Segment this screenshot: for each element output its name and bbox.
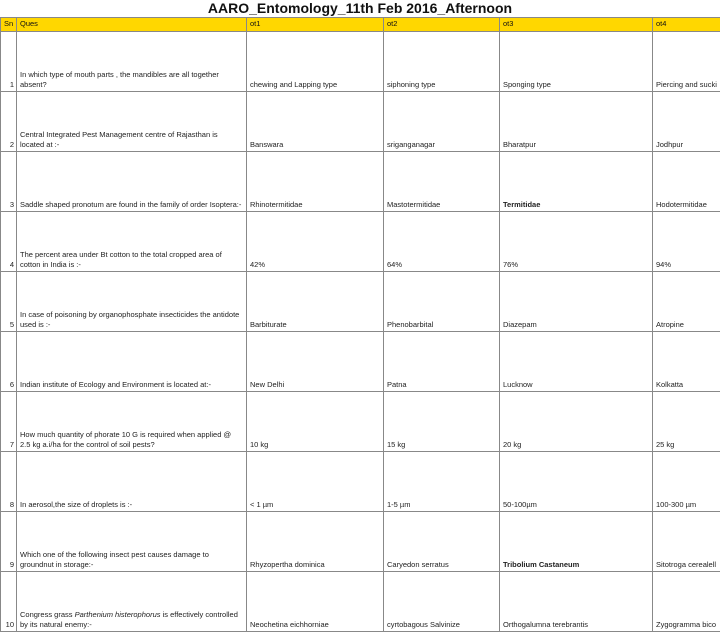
cell-sn: 8 <box>1 452 17 512</box>
table-row <box>1 272 720 332</box>
cell-option-2: cyrtobagous Salvinize <box>384 572 500 632</box>
table-row <box>1 332 720 392</box>
table-row <box>1 32 720 92</box>
cell-option-3: 50-100µm <box>500 452 653 512</box>
cell-option-3: 76% <box>500 212 653 272</box>
cell-sn: 1 <box>1 32 17 92</box>
table-row <box>1 512 720 572</box>
cell-option-2: Patna <box>384 332 500 392</box>
cell-option-4: Kolkatta <box>653 332 720 392</box>
cell-question: Which one of the following insect pest causes damage to groundnut in storage:- <box>17 512 247 572</box>
cell-option-4: Atropine <box>653 272 720 332</box>
cell-sn: 6 <box>1 332 17 392</box>
cell-option-4: 100-300 µm <box>653 452 720 512</box>
header-ot1: ot1 <box>247 18 384 32</box>
cell-option-1: Rhinotermitidae <box>247 152 384 212</box>
cell-option-4: Zygogramma bico <box>653 572 720 632</box>
cell-option-2: Mastotermitidae <box>384 152 500 212</box>
cell-option-2: Phenobarbital <box>384 272 500 332</box>
cell-option-2: sriganganagar <box>384 92 500 152</box>
cell-question: How much quantity of phorate 10 G is required when applied @ 2.5 kg a.i/ha for the control of soil pests? <box>17 392 247 452</box>
cell-option-2: Caryedon serratus <box>384 512 500 572</box>
cell-option-1: Rhyzopertha dominica <box>247 512 384 572</box>
cell-option-4: Hodotermitidae <box>653 152 720 212</box>
cell-question: In aerosol,the size of droplets is :- <box>17 452 247 512</box>
cell-option-3: Termitidae <box>500 152 653 212</box>
table-row <box>1 212 720 272</box>
cell-sn: 3 <box>1 152 17 212</box>
cell-option-3: Tribolium Castaneum <box>500 512 653 572</box>
table-row <box>1 152 720 212</box>
cell-option-1: Barbiturate <box>247 272 384 332</box>
cell-option-1: New Delhi <box>247 332 384 392</box>
table-row <box>1 92 720 152</box>
cell-question: In which type of mouth parts , the mandibles are all together absent? <box>17 32 247 92</box>
cell-option-1: 42% <box>247 212 384 272</box>
table-row <box>1 392 720 452</box>
cell-question: Indian institute of Ecology and Environment is located at:- <box>17 332 247 392</box>
cell-option-4: 94% <box>653 212 720 272</box>
table-row <box>1 572 720 632</box>
cell-sn: 7 <box>1 392 17 452</box>
cell-option-4: 25 kg <box>653 392 720 452</box>
cell-option-3: Bharatpur <box>500 92 653 152</box>
header-sn: Sn <box>1 18 17 32</box>
header-ot4: ot4 <box>653 18 720 32</box>
cell-sn: 10 <box>1 572 17 632</box>
cell-option-2: siphoning type <box>384 32 500 92</box>
cell-sn: 5 <box>1 272 17 332</box>
question-text: Congress grass <box>20 610 75 619</box>
cell-sn: 2 <box>1 92 17 152</box>
cell-option-3: Lucknow <box>500 332 653 392</box>
cell-question: In case of poisoning by organophosphate insecticides the antidote used is :- <box>17 272 247 332</box>
cell-option-1: chewing and Lapping type <box>247 32 384 92</box>
table-header-row <box>1 18 720 32</box>
cell-option-1: Neochetina eichhorniae <box>247 572 384 632</box>
cell-option-1: < 1 µm <box>247 452 384 512</box>
cell-question: The percent area under Bt cotton to the total cropped area of cotton in India is :- <box>17 212 247 272</box>
cell-option-2: 1-5 µm <box>384 452 500 512</box>
cell-option-3: Diazepam <box>500 272 653 332</box>
cell-option-2: 15 kg <box>384 392 500 452</box>
cell-question <box>17 572 247 632</box>
header-ot2: ot2 <box>384 18 500 32</box>
question-text: is effectively controlled by its natural enemy:- <box>20 610 238 629</box>
cell-option-4: Piercing and sucki <box>653 32 720 92</box>
header-ques: Ques <box>17 18 247 32</box>
cell-question: Saddle shaped pronotum are found in the family of order Isoptera:- <box>17 152 247 212</box>
cell-option-3: Orthogalumna terebrantis <box>500 572 653 632</box>
cell-option-3: Sponging type <box>500 32 653 92</box>
cell-sn: 4 <box>1 212 17 272</box>
document-title: AARO_Entomology_11th Feb 2016_Afternoon <box>207 0 513 16</box>
question-species-name: Parthenium histerophorus <box>74 610 161 619</box>
cell-option-4: Sitotroga cerealell <box>653 512 720 572</box>
question-table <box>0 17 720 640</box>
cell-option-3: 20 kg <box>500 392 653 452</box>
cell-sn: 9 <box>1 512 17 572</box>
cell-option-4: Jodhpur <box>653 92 720 152</box>
header-ot3: ot3 <box>500 18 653 32</box>
table-row <box>1 452 720 512</box>
cell-question: Central Integrated Pest Management centre of Rajasthan is located at :- <box>17 92 247 152</box>
cell-option-1: 10 kg <box>247 392 384 452</box>
cell-option-2: 64% <box>384 212 500 272</box>
cell-option-1: Banswara <box>247 92 384 152</box>
